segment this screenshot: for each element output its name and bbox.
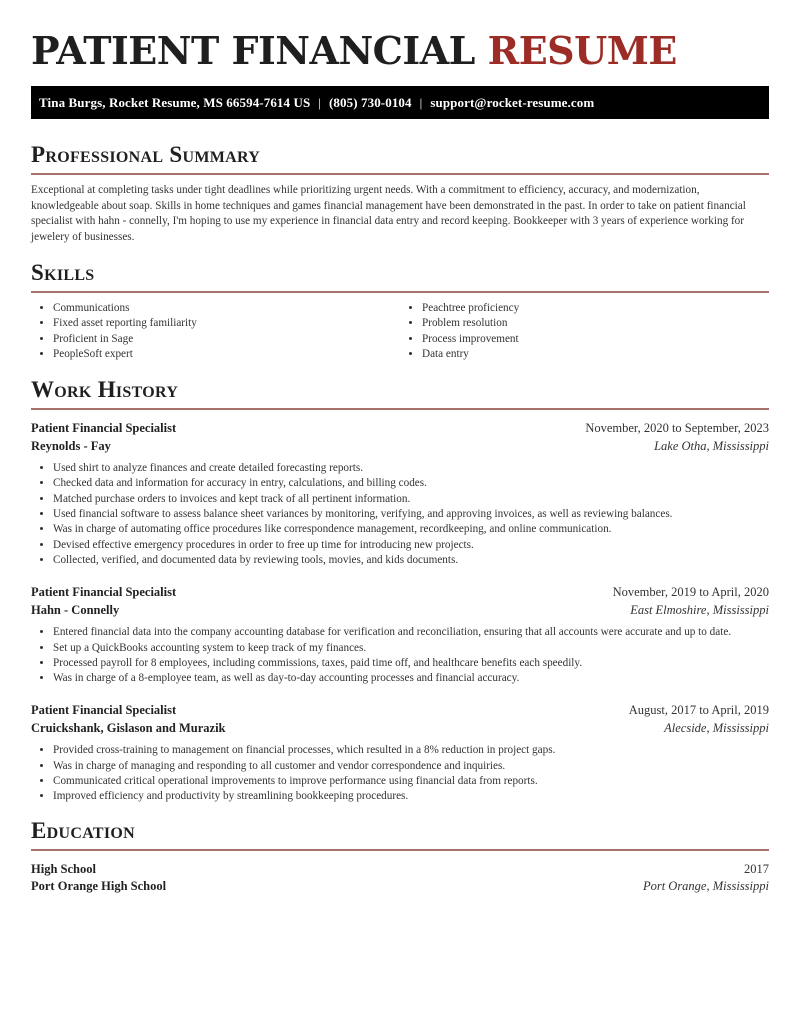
job-entry (31, 420, 769, 568)
job-entry (31, 702, 769, 804)
job-location: Alecside, Mississippi (664, 720, 769, 735)
skill-item: • Fixed asset reporting familiarity (53, 316, 400, 331)
skill-item: • Communications (53, 301, 400, 316)
section-divider (31, 173, 769, 175)
job-company: Hahn - Connelly (31, 602, 120, 617)
job-location: East Elmoshire, Mississippi (630, 602, 769, 617)
section-heading: Skills (31, 260, 95, 285)
summary-text: Exceptional at completing tasks under tight deadlines while prioritizing urgent needs. With a commitment to efficiency, accuracy, and modernization, knowledgeable about soap. Skills in home techniques and games financial management have been demonstrated in the past. In order to take on patient financial specialist with hahn - connelly, I'm hoping to use my experience in financial data entry and record keeping. Bookkeeper with 3 years of experience working for jewelery of businesses. (31, 184, 746, 243)
job-title: Patient Financial Specialist (31, 585, 177, 600)
job-bullet: • Was in charge of managing and responding to all customer and vendor correspondence and inquiries. (53, 759, 769, 774)
title-main: PATIENT FINANCIAL (31, 28, 475, 73)
job-bullet: • Checked data and information for accuracy in entry, calculations, and billing codes. (53, 476, 769, 491)
education-location: Port Orange, Mississippi (642, 879, 769, 894)
job-company: Reynolds - Fay (31, 438, 111, 453)
section-heading: Work History (31, 377, 179, 403)
job-bullet: • Set up a QuickBooks accounting system to keep track of my finances. (53, 641, 769, 656)
job-bullet: • Improved efficiency and productivity by streamlining bookkeeping procedures. (53, 789, 769, 804)
job-bullet: • Was in charge of a 8-employee team, as well as day-to-day accounting processes and financial accuracy. (53, 671, 769, 686)
job-bullet: • Provided cross-training to management on financial processes, which resulted in a 8% reduction in project gaps. (53, 743, 769, 758)
job-bullet: • Was in charge of automating office procedures like correspondence management, recordkeeping, and online communication. (53, 522, 769, 537)
job-bullets (31, 461, 769, 568)
job-dates: November, 2020 to September, 2023 (585, 421, 769, 436)
skill-item: • Problem resolution (422, 316, 769, 331)
job-dates: August, 2017 to April, 2019 (628, 703, 769, 718)
contact-email: support@rocket-resume.com (430, 94, 595, 110)
section-education (31, 817, 769, 896)
section-divider (31, 291, 769, 293)
skill-item: • Proficient in Sage (53, 332, 400, 347)
job-bullet: • Collected, verified, and documented data by reviewing tools, movies, and kids documents. (53, 553, 769, 568)
skill-item: • Process improvement (422, 332, 769, 347)
section-divider (31, 408, 769, 410)
job-bullets (31, 743, 769, 804)
contact-bar (31, 86, 769, 119)
section-skills (31, 259, 769, 362)
section-heading: Education (31, 817, 135, 843)
job-bullets (31, 625, 769, 686)
skill-item: • Data entry (422, 347, 769, 362)
contact-address: Tina Burgs, Rocket Resume, MS 66594-7614 US (39, 94, 311, 110)
skill-item: • Peachtree proficiency (422, 301, 769, 316)
job-bullet: • Used financial software to assess balance sheet variances by monitoring, verifying, and approving invoices, as well as reviewing balances. (53, 507, 769, 522)
contact-phone: (805) 730-0104 (329, 94, 412, 110)
education-entry (31, 861, 769, 896)
education-degree: High School (31, 861, 96, 876)
contact-separator: | (419, 94, 423, 110)
skills-list (31, 301, 769, 362)
section-summary (31, 141, 769, 245)
section-heading: Professional Summary (31, 142, 261, 167)
contact-separator: | (318, 94, 321, 110)
job-bullet: • Used shirt to analyze finances and create detailed forecasting reports. (53, 461, 769, 476)
section-divider (31, 849, 769, 851)
title-accent: RESUME (487, 28, 677, 73)
education-year: 2017 (744, 861, 769, 876)
skills-column-left (31, 301, 400, 362)
job-bullet: • Processed payroll for 8 employees, including commissions, taxes, paid time off, and healthcare benefits each speedily. (53, 656, 769, 671)
education-school: Port Orange High School (31, 879, 167, 894)
job-title: Patient Financial Specialist (31, 421, 177, 436)
job-title: Patient Financial Specialist (31, 703, 177, 718)
job-bullet: • Communicated critical operational improvements to improve performance using financial data from reports. (53, 774, 769, 789)
job-company: Cruickshank, Gislason and Murazik (31, 720, 226, 735)
resume-title (31, 0, 769, 73)
job-dates: November, 2019 to April, 2020 (612, 585, 769, 600)
job-location: Lake Otha, Mississippi (654, 438, 769, 453)
job-bullet: • Entered financial data into the company accounting database for verification and reconciliation, ensuring that all accounts were accurate and up to date. (53, 625, 769, 640)
job-entry (31, 584, 769, 686)
job-bullet: • Matched purchase orders to invoices and kept track of all pertinent information. (53, 492, 769, 507)
skill-item: • PeopleSoft expert (53, 347, 400, 362)
section-work-history (31, 376, 769, 804)
job-bullet: • Devised effective emergency procedures in order to free up time for introducing new projects. (53, 538, 769, 553)
skills-column-right (400, 301, 769, 362)
